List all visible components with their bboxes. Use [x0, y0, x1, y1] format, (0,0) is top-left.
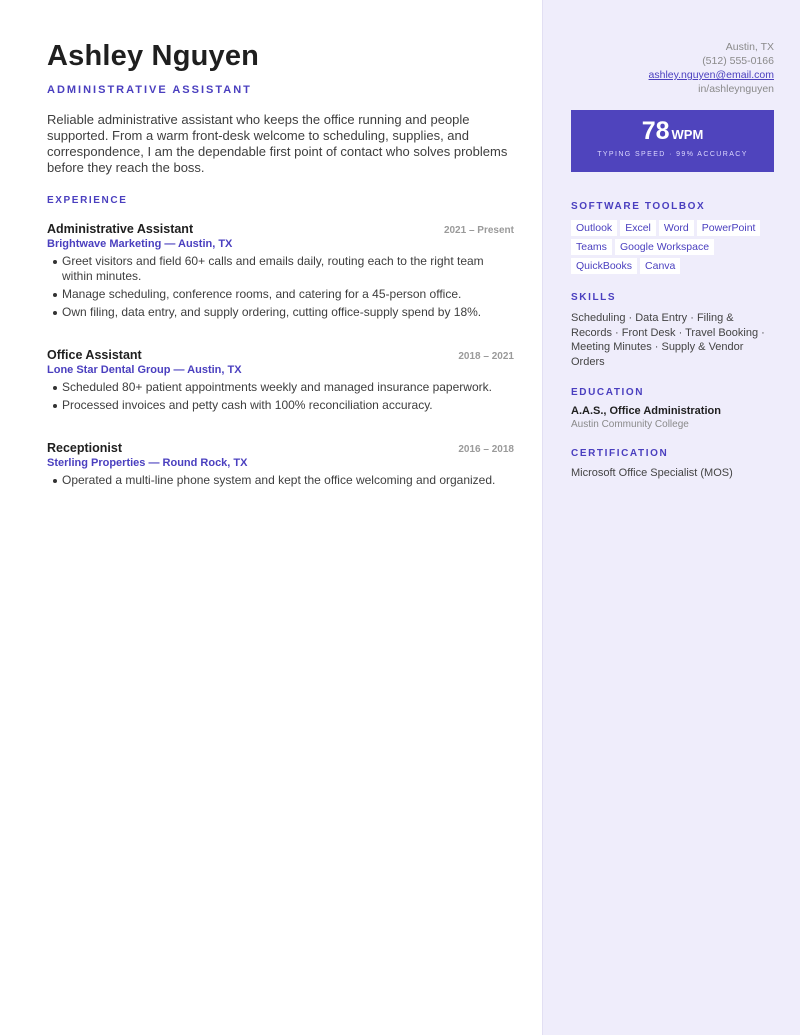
- job-entry: [47, 441, 514, 488]
- typing-speed-caption: TYPING SPEED · 99% ACCURACY: [597, 151, 748, 158]
- contact-email-link[interactable]: ashley.nguyen@email.com: [648, 69, 774, 81]
- software-section: [571, 201, 774, 274]
- summary-paragraph: Reliable administrative assistant who keeps the office running and people supported. From a warm front-desk welcome to scheduling, supplies, and correspondence, I am the dependable first point of contact who solves problems before they reach the boss.: [47, 112, 508, 175]
- job-bullet: Own filing, data entry, and supply ordering, cutting office-supply spend by 18%.: [47, 305, 514, 320]
- contact-linkedin: in/ashleynguyen: [698, 83, 774, 95]
- contact-location: Austin, TX: [725, 41, 774, 53]
- software-tag: Teams: [571, 239, 612, 255]
- software-tag: Canva: [640, 258, 680, 274]
- software-tag: Google Workspace: [615, 239, 714, 255]
- software-tag: QuickBooks: [571, 258, 637, 274]
- job-bullet: Scheduled 80+ patient appointments weekly and managed insurance paperwork.: [47, 380, 514, 395]
- job-title: Office Assistant: [47, 348, 142, 362]
- education-section: [571, 387, 774, 430]
- candidate-name: Ashley Nguyen: [47, 40, 260, 72]
- skills-section: [571, 292, 774, 369]
- software-heading: SOFTWARE TOOLBOX: [571, 201, 706, 212]
- job-dates: 2016 – 2018: [458, 444, 514, 455]
- typing-speed-card: [571, 110, 774, 172]
- job-entry: [47, 348, 514, 413]
- job-bullets: [47, 254, 514, 320]
- contact-phone: (512) 555-0166: [702, 55, 774, 67]
- sidebar: [542, 0, 800, 1035]
- contact-block: [571, 40, 774, 96]
- job-role-title: ADMINISTRATIVE ASSISTANT: [47, 84, 252, 96]
- certification-name: Microsoft Office Specialist (MOS): [571, 467, 733, 479]
- certification-section: [571, 448, 774, 479]
- job-bullet: Manage scheduling, conference rooms, and catering for a 45-person office.: [47, 287, 514, 302]
- education-degree: A.A.S., Office Administration: [571, 405, 721, 417]
- skills-list: Scheduling · Data Entry · Filing & Records · Front Desk · Travel Booking · Meeting Minutes · Supply & Vendor Orders: [571, 312, 765, 368]
- typing-speed-value: 78: [641, 117, 670, 145]
- software-tag: Excel: [620, 220, 656, 236]
- education-school: Austin Community College: [571, 419, 689, 430]
- skills-heading: SKILLS: [571, 292, 617, 303]
- job-company: Lone Star Dental Group — Austin, TX: [47, 364, 242, 376]
- experience-heading: EXPERIENCE: [47, 195, 128, 206]
- job-company: Brightwave Marketing — Austin, TX: [47, 238, 233, 250]
- job-company: Sterling Properties — Round Rock, TX: [47, 457, 248, 469]
- software-tag: Outlook: [571, 220, 617, 236]
- job-title: Receptionist: [47, 441, 123, 455]
- job-bullets: [47, 473, 514, 488]
- software-tag: Word: [659, 220, 694, 236]
- typing-speed-unit: WPM: [671, 127, 704, 142]
- certification-heading: CERTIFICATION: [571, 448, 669, 459]
- job-bullet: Operated a multi-line phone system and kept the office welcoming and organized.: [47, 473, 514, 488]
- job-title: Administrative Assistant: [47, 222, 194, 236]
- job-dates: 2018 – 2021: [458, 351, 514, 362]
- education-heading: EDUCATION: [571, 387, 645, 398]
- job-dates: 2021 – Present: [443, 225, 514, 236]
- software-tags: [571, 220, 774, 274]
- job-bullet: Greet visitors and field 60+ calls and emails daily, routing each to the right team within minutes.: [47, 254, 514, 284]
- software-tag: PowerPoint: [697, 220, 761, 236]
- job-bullets: [47, 380, 514, 413]
- job-entry: [47, 222, 514, 320]
- job-bullet: Processed invoices and petty cash with 100% reconciliation accuracy.: [47, 398, 514, 413]
